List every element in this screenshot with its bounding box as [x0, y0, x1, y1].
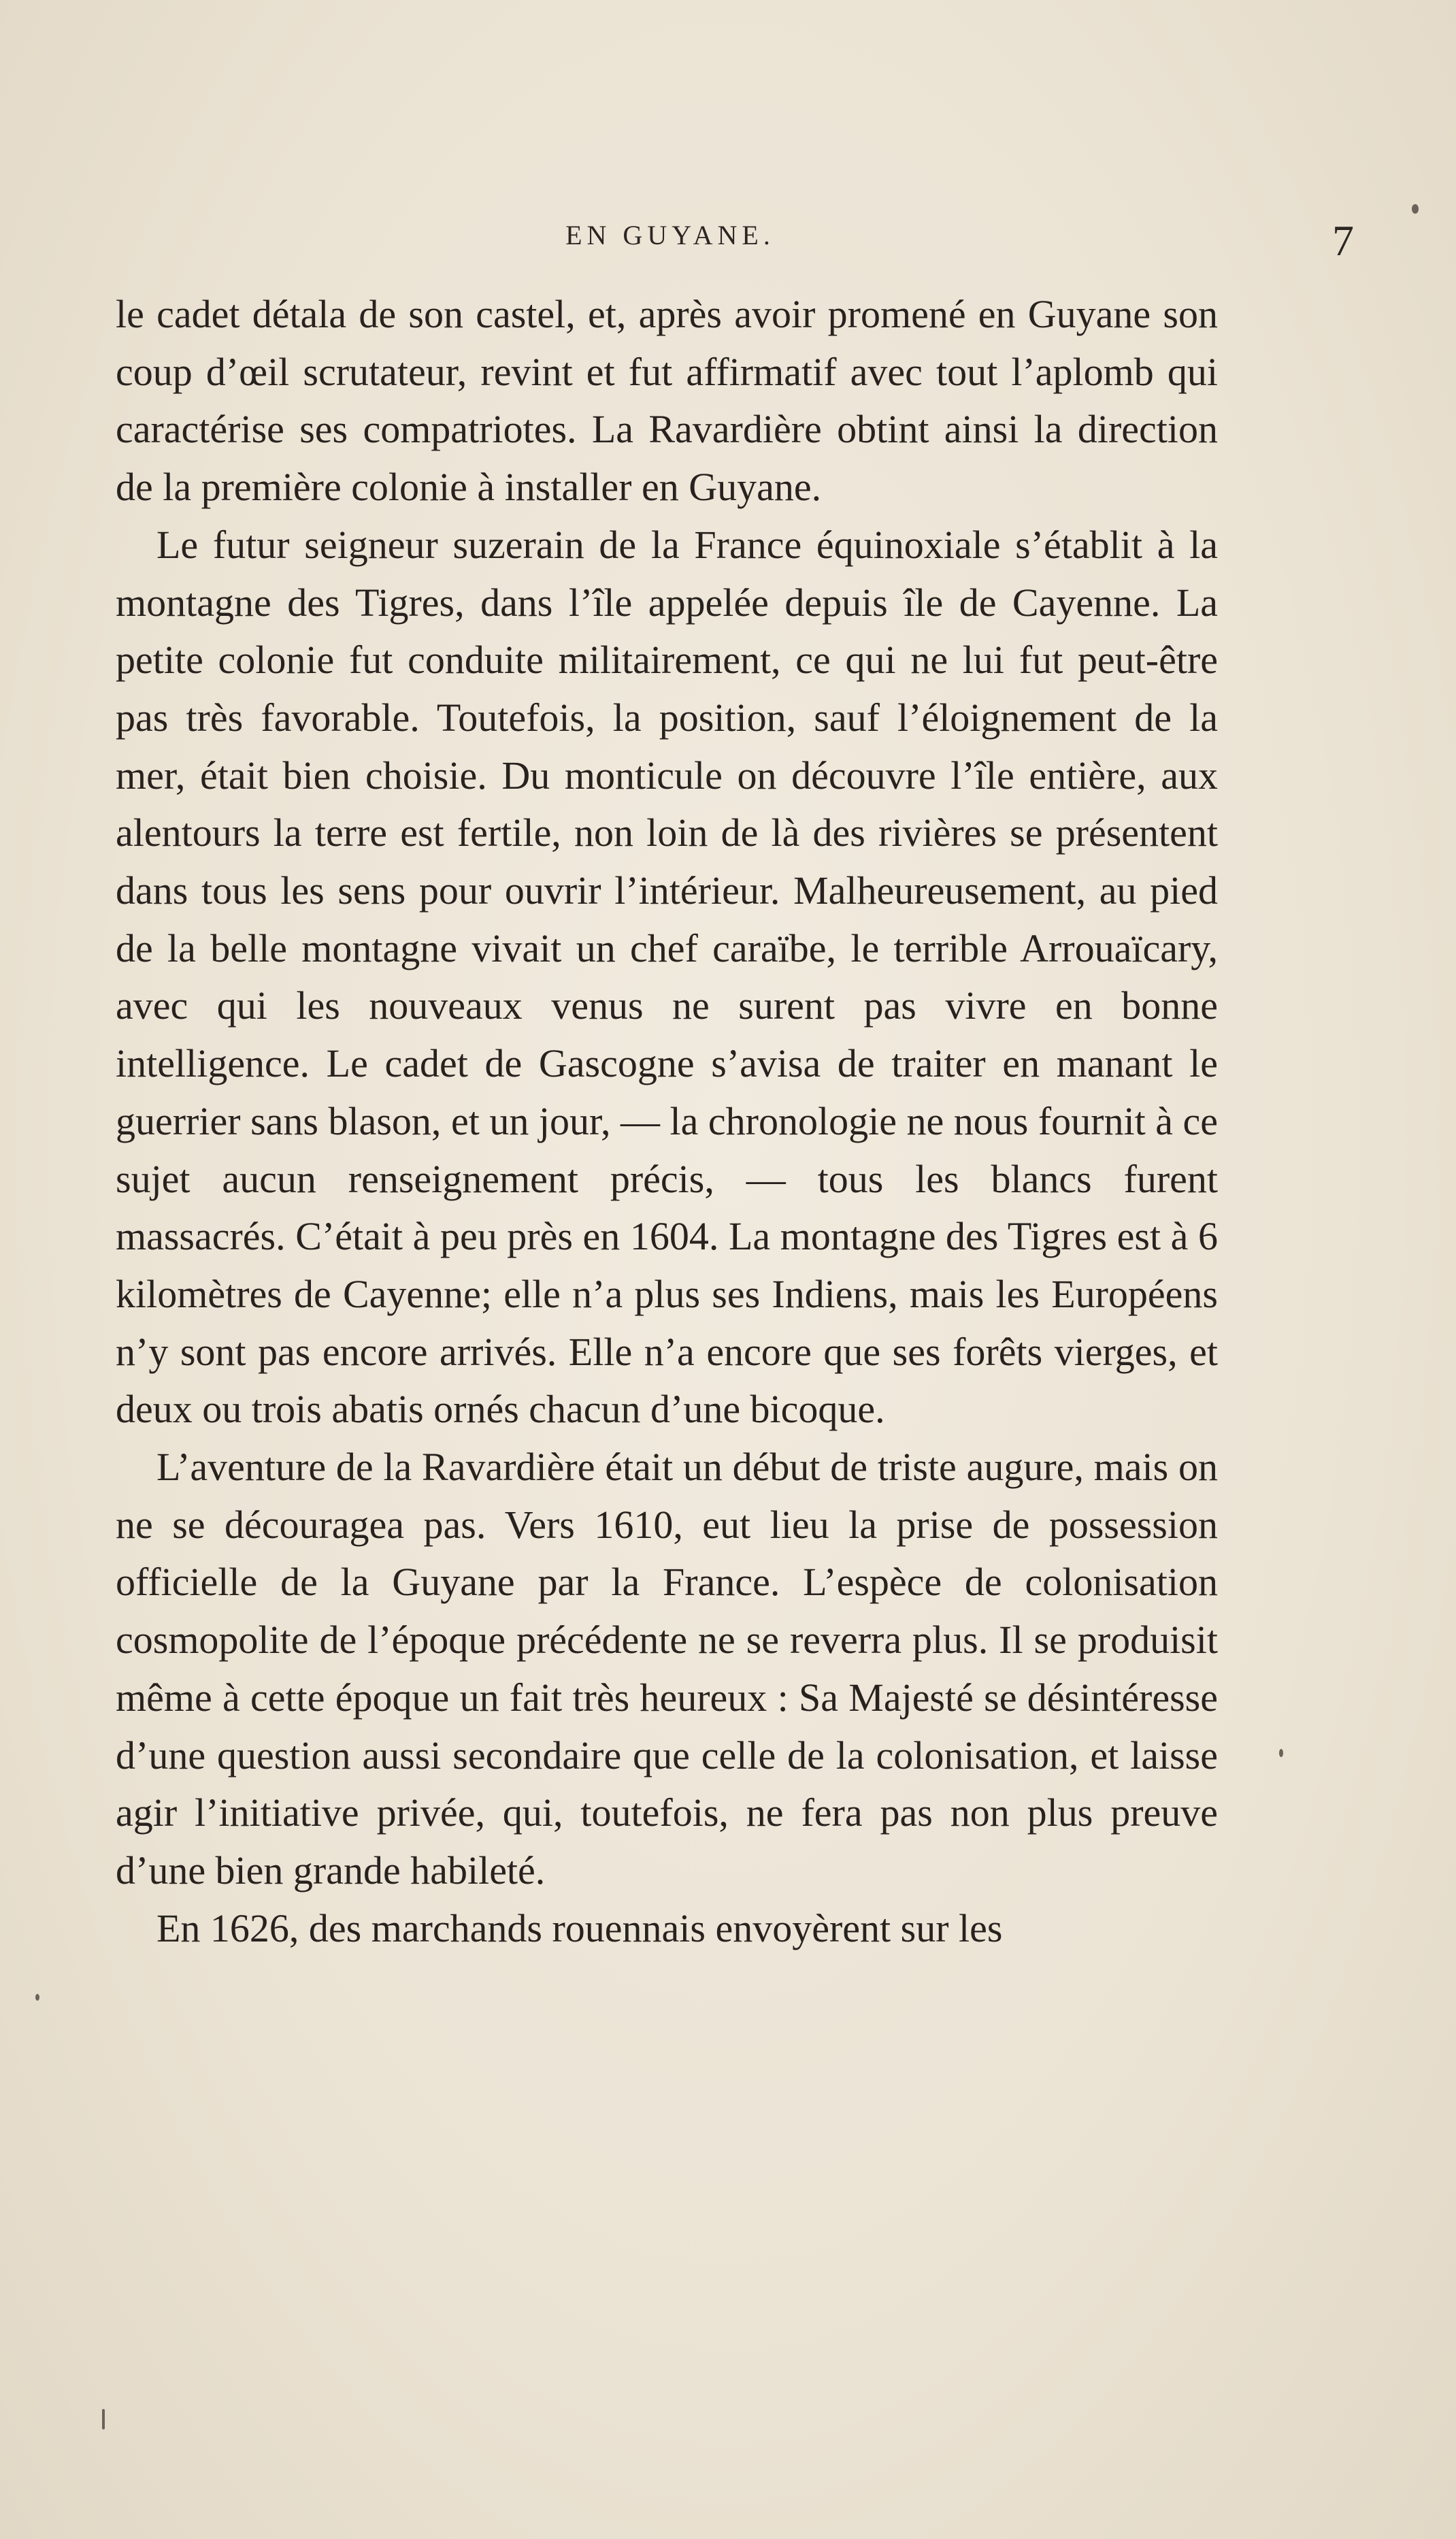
running-title: EN GUYANE. — [565, 220, 775, 250]
paragraph: Le futur seigneur suzerain de la France équinoxiale s’établit à la montagne des Tigres, dans l’île appelée depuis île de Cayenne. La petite colonie fut conduite militairement, ce qui ne lui fut peut-être pas très favorable. Toutefois, la position, sauf l’éloignement de la mer, était bien choisie. Du monticule on découvre l’île entière, aux alentours la terre est fertile, non loin de là des rivières se présentent dans tous les sens pour ouvrir l’intérieur. Malheureusement, au pied de la belle montagne vivait un chef caraïbe, le terrible Arrouaïcary, avec qui les nouveaux venus ne surent pas vivre en bonne intelligence. Le cadet de Gascogne s’avisa de traiter en manant le guerrier sans blason, et un jour, — la chronologie ne nous fournit à ce sujet aucun renseignement précis, — tous les blancs furent massacrés. C’était à peu près en 1604. La montagne des Tigres est à 6 kilomètres de Cayenne; elle n’a plus ses Indiens, mais les Européens n’y sont pas encore arrivés. Elle n’a encore que ses forêts vierges, et deux ou trois abatis ornés chacun d’une bicoque. — [116, 522, 1218, 1432]
paragraph: L’aventure de la Ravardière était un début de triste augure, mais on ne se découragea pas. Vers 1610, eut lieu la prise de possession officielle de la Guyane par la France. L’espèce de colonisation cosmopolite de l’époque précédente ne se reverra plus. Il se produisit même à cette époque un fait très heureux : Sa Majesté se désintéresse d’une question aussi secondaire que celle de la colonisation, et laisse agir l’initiative privée, qui, toutefois, ne fera pas non plus preuve d’une bien grande habileté. — [116, 1445, 1218, 1893]
paragraph-continued: le cadet détala de son castel, et, après avoir promené en Guyane son coup d’œil scrutateur, revint et fut affirmatif avec tout l’aplomb qui caractérise ses compatriotes. La Ravardière obtint ainsi la direction de la première colonie à installer en Guyane. — [116, 292, 1218, 510]
page-number: 7 — [1332, 216, 1354, 265]
ink-speck — [102, 2409, 105, 2429]
paragraph: En 1626, des marchands rouennais envoyèrent sur les — [156, 1905, 1003, 1950]
running-head — [116, 212, 1354, 267]
ink-speck — [35, 1994, 39, 2001]
ink-speck — [1412, 204, 1419, 214]
body-text — [116, 286, 1218, 1957]
ink-speck — [1279, 1749, 1283, 1757]
